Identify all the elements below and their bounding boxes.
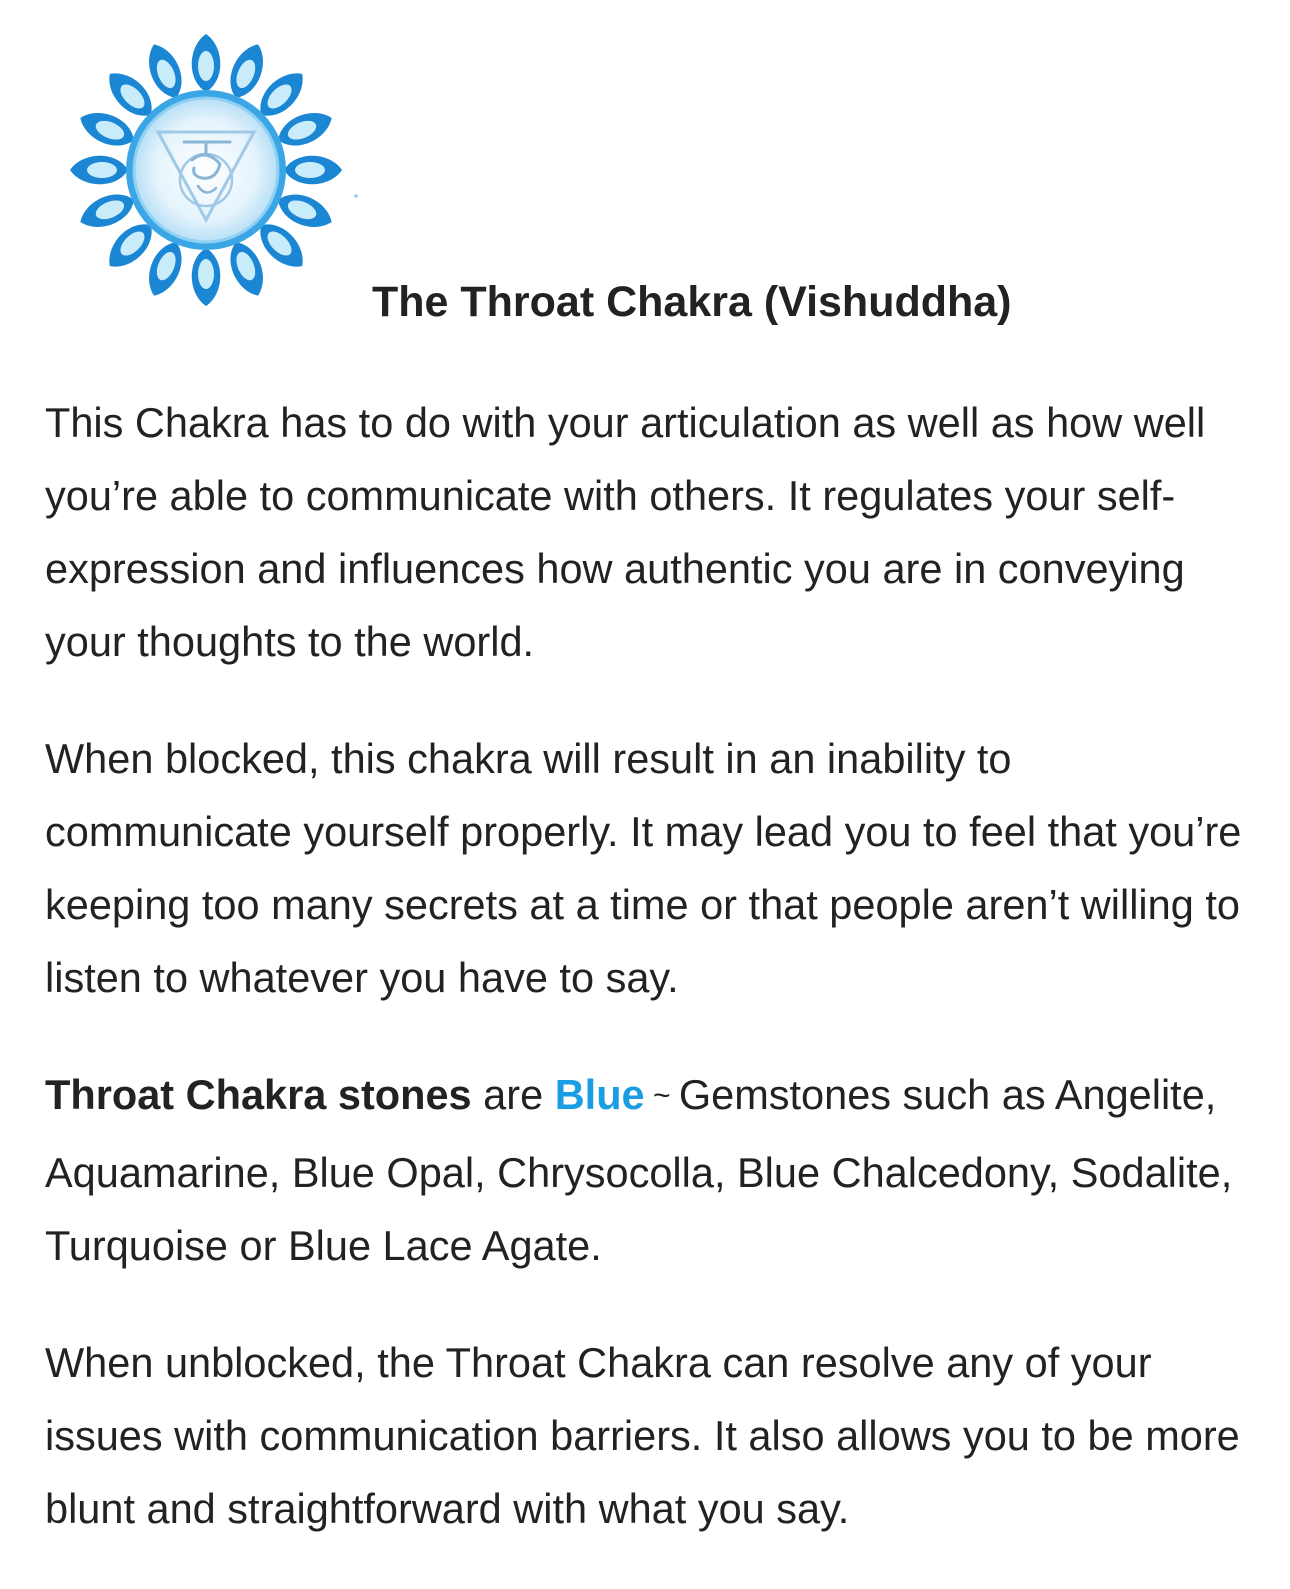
- stones-list-text: Gemstones such as Angelite, Aquamarine, Blue Opal, Chrysocolla, Blue Chalcedony, Sodalite, Turquoise or Blue Lace Agate.: [45, 1071, 1233, 1269]
- lotus-petal: [192, 34, 221, 92]
- lotus-petal: [192, 248, 221, 306]
- page-title: The Throat Chakra (Vishuddha): [372, 278, 1012, 326]
- paragraph-articulation: This Chakra has to do with your articulation as well as how well you’re able to communicate with others. It regulates your self-expression and influences how authentic you are in conveying your thoughts to the world.: [45, 399, 1206, 665]
- paragraph-stones: [45, 1058, 1245, 1282]
- lotus-petal: [70, 156, 128, 185]
- stones-heading: Throat Chakra stones: [45, 1071, 472, 1118]
- header: [0, 0, 1290, 360]
- stones-are-text: are: [471, 1071, 555, 1118]
- throat-chakra-lotus-icon: [66, 30, 366, 320]
- paragraph-blocked: When blocked, this chakra will result in an inability to communicate yourself properly. It may lead you to feel that you’re keeping too many secrets at a time or that people aren’t willing to listen to whatever you have to say.: [45, 735, 1242, 1001]
- stone-color-word: Blue: [554, 1071, 645, 1118]
- paragraph-unblocked: When unblocked, the Throat Chakra can resolve any of your issues with communication barriers. It also allows you to be more blunt and straightforward with what you say.: [45, 1339, 1240, 1532]
- lotus-petal: [284, 156, 342, 185]
- tilde-separator: ~: [644, 1079, 679, 1112]
- article-body: [45, 386, 1245, 1589]
